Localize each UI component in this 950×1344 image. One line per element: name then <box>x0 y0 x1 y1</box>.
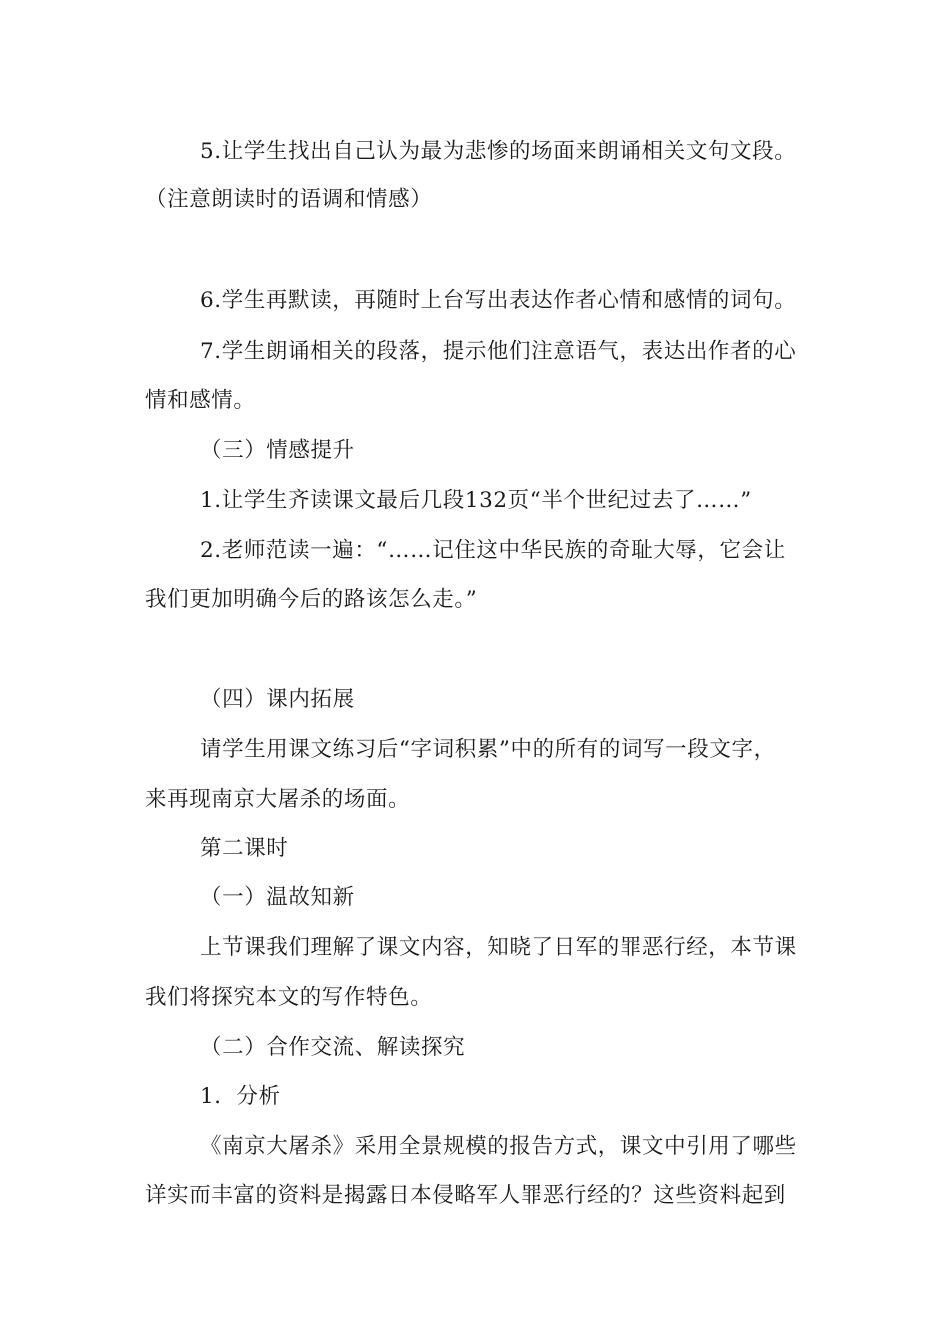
lesson-heading: 第二课时 <box>200 836 289 861</box>
section-heading: （二）合作交流、解读探究 <box>200 1035 466 1060</box>
text-line: 详实而丰富的资料是揭露日本侵略军人罪恶行经的？这些资料起到 <box>145 1183 786 1208</box>
text-line: 上节课我们理解了课文内容，知晓了日军的罪恶行经，本节课 <box>200 935 797 960</box>
text-line: 请学生用课文练习后“字词积累”中的所有的词写一段文字， <box>200 737 776 762</box>
text-line: 来再现南京大屠杀的场面。 <box>145 787 411 812</box>
text-line: 6.学生再默读，再随时上台写出表达作者心情和感情的词句。 <box>200 288 797 313</box>
section-heading: （一）温故知新 <box>200 885 355 910</box>
text-line: 《南京大屠杀》采用全景规模的报告方式，课文中引用了哪些 <box>200 1134 797 1159</box>
sub-heading: 1．分析 <box>200 1084 281 1109</box>
text-line: 5.让学生找出自己认为最为悲惨的场面来朗诵相关文句文段。 <box>200 139 797 164</box>
text-line: 情和感情。 <box>145 388 256 413</box>
section-heading: （三）情感提升 <box>200 438 355 463</box>
text-line: 我们更加明确今后的路该怎么走。” <box>145 587 478 612</box>
text-line: （注意朗读时的语调和情感） <box>145 187 433 212</box>
text-line: 我们将探究本文的写作特色。 <box>145 985 433 1010</box>
text-line: 7.学生朗诵相关的段落，提示他们注意语气，表达出作者的心 <box>200 339 797 364</box>
text-line: 2.老师范读一遍：“……记住这中华民族的奇耻大辱，它会让 <box>200 538 786 563</box>
text-line: 1.让学生齐读课文最后几段132页“半个世纪过去了……” <box>200 488 752 513</box>
section-heading: （四）课内拓展 <box>200 687 355 712</box>
